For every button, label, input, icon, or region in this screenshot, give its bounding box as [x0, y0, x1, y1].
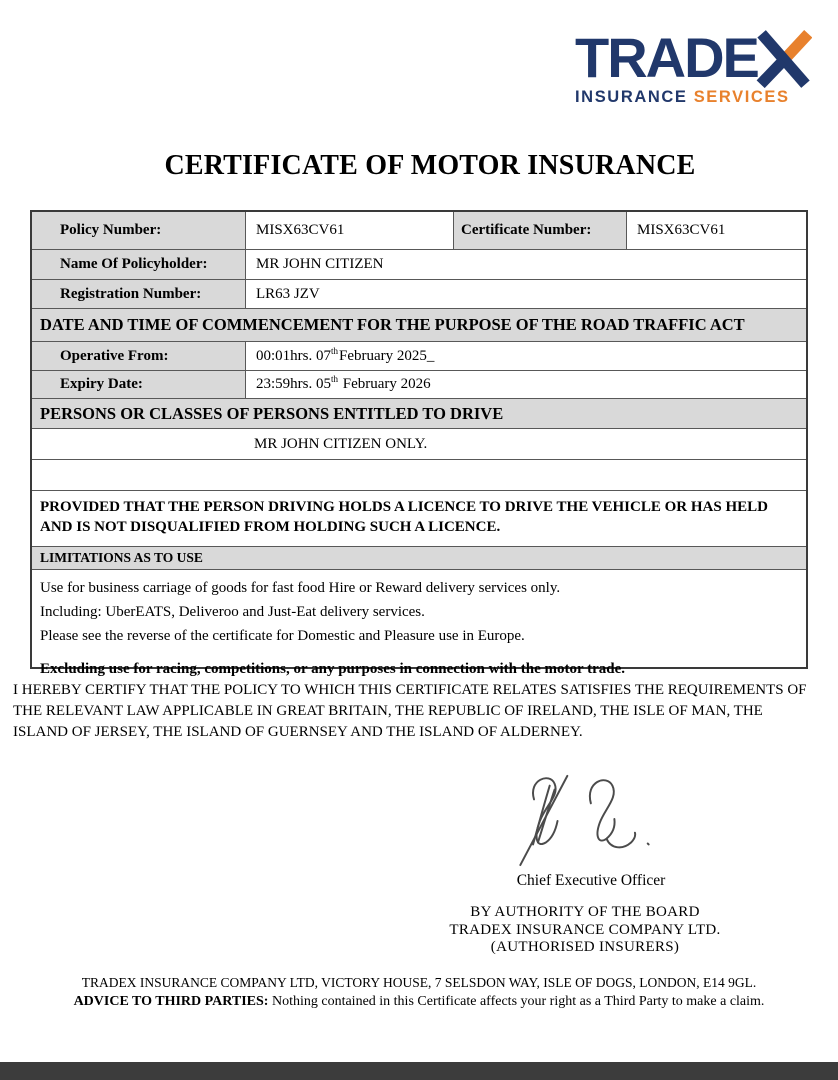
certificate-table: [30, 210, 808, 677]
ordinal-suffix: th: [331, 345, 339, 356]
exclusion-line: Excluding use for racing, competitions, or any purposes in connection with the motor trade.: [40, 661, 626, 677]
signatory-role: Chief Executive Officer: [516, 872, 666, 889]
policyholder-value: MR JOHN CITIZEN: [256, 256, 384, 272]
authority-line-3: (AUTHORISED INSURERS): [490, 939, 680, 955]
limitations-section-header: LIMITATIONS AS TO USE: [32, 547, 806, 570]
persons-section-header: PERSONS OR CLASSES OF PERSONS ENTITLED TO DRIVE: [32, 399, 806, 429]
licence-proviso-text: PROVIDED THAT THE PERSON DRIVING HOLDS A LICENCE TO DRIVE THE VEHICLE OR HAS HELD AND IS NOT DISQUALIFIED FROM HOLDING SUCH A LICENCE.: [32, 491, 806, 547]
company-address: TRADEX INSURANCE COMPANY LTD, VICTORY HOUSE, 7 SELSDON WAY, ISLE OF DOGS, LONDON, E14 9GL.: [81, 975, 757, 990]
limitations-body: [32, 570, 806, 677]
entitled-driver-value: MR JOHN CITIZEN ONLY.: [32, 429, 806, 460]
table-row-expiry: [32, 371, 806, 399]
authority-line-2: TRADEX INSURANCE COMPANY LTD.: [449, 921, 721, 938]
logo-tagline: [575, 88, 825, 107]
operative-from-value: 00:01hrs. 07thFebruary 2025_: [256, 345, 435, 364]
registration-value: LR63 JZV: [256, 285, 320, 302]
logo-brand-row: [575, 26, 825, 89]
authority-block: [420, 904, 750, 957]
logo-tagline-insurance: INSURANCE: [575, 88, 688, 106]
third-party-advice-text: Nothing contained in this Certificate affects your right as a Third Party to make a claim.: [268, 994, 765, 1009]
limitation-line: Including: UberEATS, Deliveroo and Just-Eat delivery services.: [40, 604, 425, 620]
limitation-line: Please see the reverse of the certificate for Domestic and Pleasure use in Europe.: [40, 628, 525, 644]
expiry-date-value: 23:59hrs. 05th February 2026: [256, 374, 431, 392]
third-party-advice: [0, 994, 838, 1010]
third-party-advice-label: ADVICE TO THIRD PARTIES:: [73, 994, 269, 1009]
table-row-policyholder: [32, 250, 806, 280]
certificate-number-label: Certificate Number:: [454, 212, 627, 249]
page-bottom-bar: [0, 1062, 838, 1080]
tradex-logo: [575, 26, 825, 107]
registration-label: Registration Number:: [32, 280, 246, 308]
logo-x-icon: [756, 30, 812, 88]
ordinal-suffix: th: [331, 374, 339, 384]
table-row-blank: [32, 460, 806, 491]
policy-number-value: MISX63CV61: [246, 212, 454, 249]
certificate-number-value: MISX63CV61: [637, 222, 726, 238]
authority-line-1: BY AUTHORITY OF THE BOARD: [470, 904, 700, 920]
page-title: CERTIFICATE OF MOTOR INSURANCE: [164, 150, 696, 181]
table-row-registration: [32, 280, 806, 309]
commencement-section-header: DATE AND TIME OF COMMENCEMENT FOR THE PURPOSE OF THE ROAD TRAFFIC ACT: [32, 309, 806, 342]
limitation-line: Use for business carriage of goods for fast food Hire or Reward delivery services only.: [40, 580, 561, 596]
policy-number-label: Policy Number:: [32, 212, 246, 249]
table-row-policy: [32, 212, 806, 250]
operative-from-label: Operative From:: [32, 342, 246, 370]
policyholder-label: Name Of Policyholder:: [32, 250, 246, 279]
certification-statement: I HEREBY CERTIFY THAT THE POLICY TO WHICH THIS CERTIFICATE RELATES SATISFIES THE REQUIREMENTS OF THE RELEVANT LAW APPLICABLE IN GREAT BRITAIN, THE REPUBLIC OF IRELAND, THE ISLE OF MAN, THE ISLAND OF JERSEY, THE ISLAND OF GUERNSEY AND THE ISLAND OF ALDERNEY.: [13, 682, 807, 740]
logo-tagline-services: SERVICES: [693, 88, 790, 106]
ceo-signature-image: [500, 770, 668, 868]
expiry-date-label: Expiry Date:: [32, 371, 246, 398]
footer: [0, 975, 838, 1010]
table-row-operative-from: [32, 342, 806, 371]
logo-wordmark: TRADE: [575, 26, 758, 89]
